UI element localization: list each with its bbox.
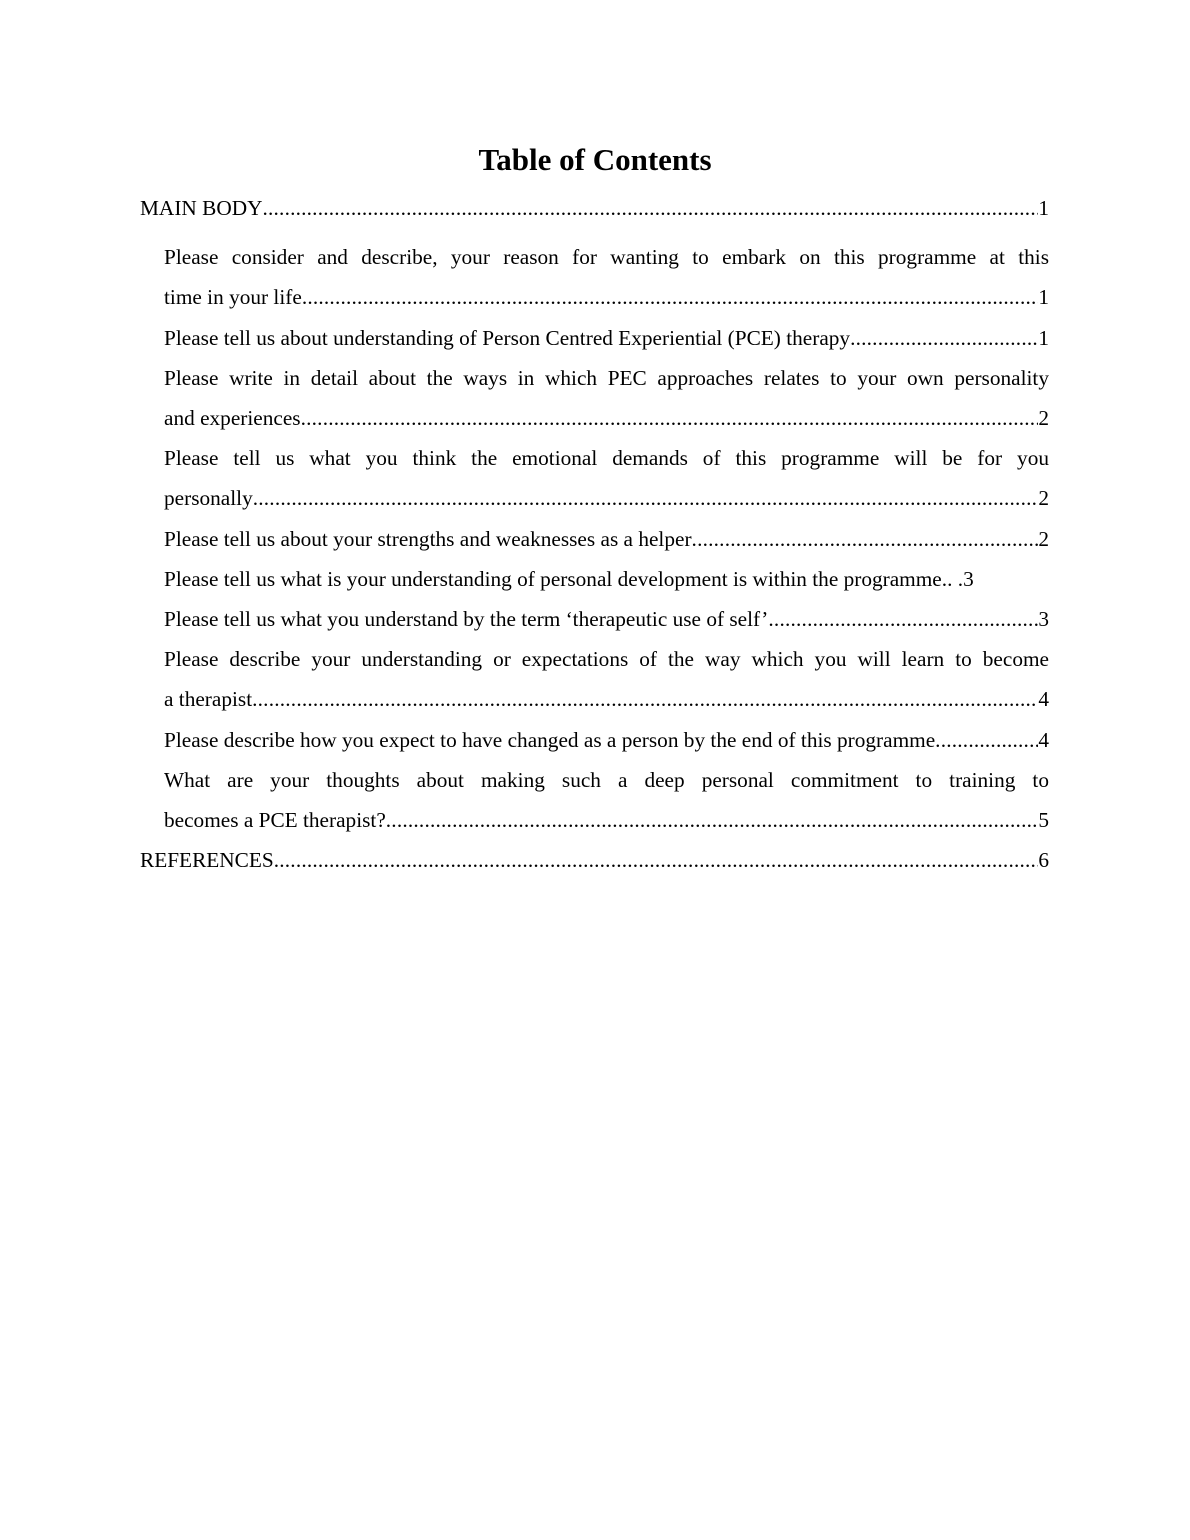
toc-entry-label: MAIN BODY — [140, 196, 263, 220]
toc-page-number: 4 — [1038, 687, 1049, 712]
toc-page-number: 2 — [1038, 486, 1049, 511]
toc-entry-references[interactable] — [140, 840, 1049, 880]
toc-page-number: 2 — [1038, 406, 1049, 431]
toc-entry-emotional-demands[interactable] — [164, 438, 1049, 518]
toc-entry-learn-to-become-therapist[interactable] — [164, 639, 1049, 719]
toc-entry-pec-personality[interactable] — [164, 358, 1049, 438]
toc-leader-dots — [692, 519, 1039, 559]
toc-entry-label: Please tell us what you understand by the term ‘therapeutic use of self’ — [164, 607, 769, 632]
toc-entry-label: Please tell us what is your understanding of personal development is within the programme.. . — [164, 566, 964, 591]
toc-page-number: 1 — [1038, 285, 1049, 310]
toc-entry-last-line — [164, 800, 1049, 840]
toc-entry-label: becomes a PCE therapist? — [164, 808, 386, 833]
toc-page-number: 1 — [1038, 325, 1049, 350]
toc-entry-label: personally — [164, 486, 253, 511]
toc-page-number: 2 — [1038, 526, 1049, 551]
toc-entry-label: and experiences — [164, 406, 301, 431]
toc-page-number: 3 — [1038, 607, 1049, 632]
toc-entry-last-line — [164, 398, 1049, 438]
toc-leader-dots — [302, 277, 1039, 317]
toc-page-number: 3 — [963, 566, 974, 591]
toc-entry-main-body[interactable] — [140, 188, 1049, 228]
toc-entry-last-line — [164, 277, 1049, 317]
toc-page-number: 1 — [1038, 196, 1049, 220]
toc-entry-label: Please tell us about understanding of Person Centred Experiential (PCE) therapy — [164, 325, 851, 350]
toc-leader-dots — [386, 800, 1039, 840]
toc-entry-label-line: Please tell us what you think the emotional demands of this programme will be for you — [164, 446, 1049, 471]
toc-leader-dots — [301, 398, 1039, 438]
toc-entry-label: Please tell us about your strengths and weaknesses as a helper — [164, 526, 692, 551]
toc-entry-last-line — [164, 679, 1049, 719]
page-title: Table of Contents — [478, 142, 712, 177]
toc-entry-label: a therapist — [164, 687, 253, 712]
toc-entry-strengths-weaknesses[interactable] — [164, 519, 1049, 559]
toc-leader-dots — [768, 599, 1038, 639]
toc-leader-dots — [262, 188, 1038, 228]
toc-entry-reason-for-programme[interactable] — [164, 237, 1049, 317]
toc-leader-dots — [252, 679, 1038, 719]
toc-leader-dots — [274, 840, 1039, 880]
toc-entry-changed-as-person[interactable] — [164, 720, 1049, 760]
toc-page-number: 5 — [1038, 808, 1049, 833]
toc-entry-label: Please describe how you expect to have changed as a person by the end of this programme — [164, 727, 936, 752]
toc-entry-understanding-pce[interactable] — [164, 318, 1049, 358]
toc-list — [140, 188, 1049, 880]
toc-entry-last-line — [164, 478, 1049, 518]
toc-entry-therapeutic-use-of-self[interactable] — [164, 599, 1049, 639]
toc-leader-dots — [253, 478, 1039, 518]
toc-entry-label: REFERENCES — [140, 848, 274, 873]
toc-entry-label-line: Please write in detail about the ways in which PEC approaches relates to your own personality — [164, 365, 1049, 390]
toc-leader-dots — [935, 720, 1038, 760]
toc-entry-personal-development[interactable] — [164, 559, 1049, 599]
toc-page-number: 6 — [1038, 848, 1049, 873]
toc-entry-label-line: What are your thoughts about making such a deep personal commitment to training to — [164, 767, 1049, 792]
toc-entry-label-line: Please describe your understanding or expectations of the way which you will learn to become — [164, 647, 1049, 672]
toc-entry-deep-personal-commitment[interactable] — [164, 760, 1049, 840]
toc-leader-dots — [850, 318, 1038, 358]
toc-entry-label: time in your life — [164, 285, 302, 310]
toc-page-number: 4 — [1038, 727, 1049, 752]
toc-entry-label-line: Please consider and describe, your reason for wanting to embark on this programme at this — [164, 245, 1049, 270]
